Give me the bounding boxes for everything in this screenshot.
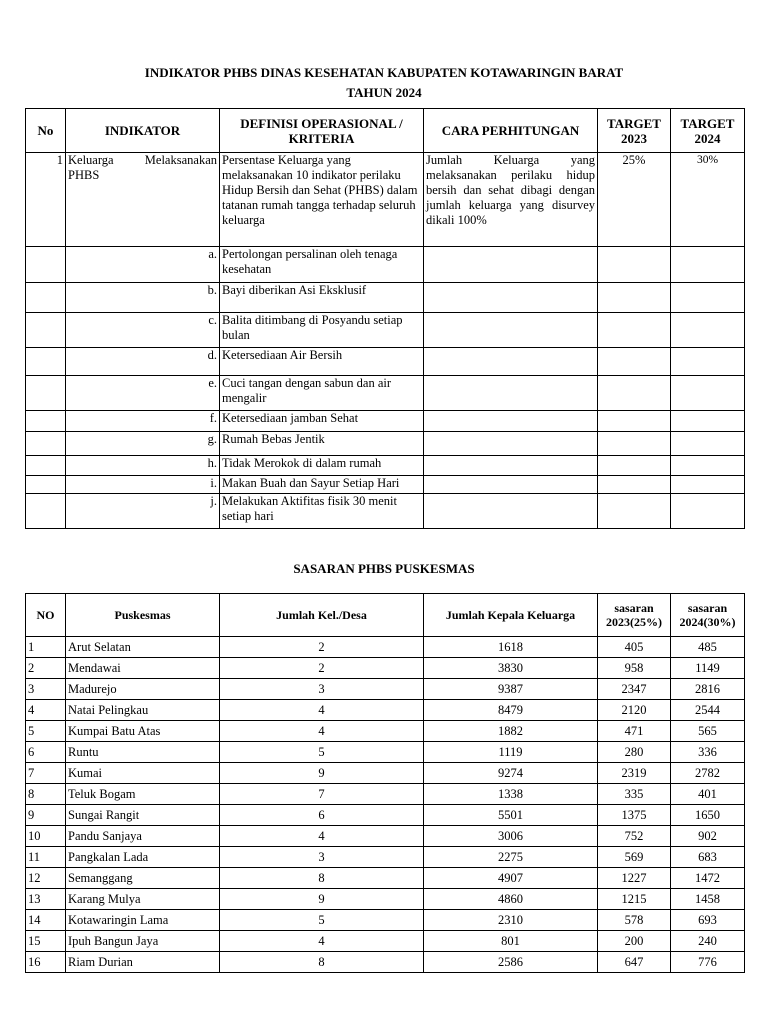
cell-puskesmas: Ipuh Bangun Jaya	[66, 931, 220, 952]
cell-no: 16	[26, 952, 66, 973]
sub-item-letter: c.	[66, 313, 220, 348]
table-row	[26, 889, 745, 910]
cell-no: 9	[26, 805, 66, 826]
cell-sasaran-2024: 683	[671, 847, 745, 868]
cell-sasaran-2024: 1458	[671, 889, 745, 910]
sub-item-text: Ketersediaan jamban Sehat	[220, 411, 424, 432]
cell-jumlah-kk: 3830	[424, 658, 598, 679]
cell-sasaran-2023: 578	[598, 910, 671, 931]
sub-item-letter: j.	[66, 494, 220, 529]
cell-no: 10	[26, 826, 66, 847]
header-jumlah-kk: Jumlah Kepala Keluarga	[424, 594, 598, 637]
cell-no: 4	[26, 700, 66, 721]
sub-item-row	[26, 456, 745, 476]
cell-jumlah-kk: 2275	[424, 847, 598, 868]
cell-jumlah-kel: 4	[220, 700, 424, 721]
header-definisi: DEFINISI OPERASIONAL / KRITERIA	[220, 109, 424, 153]
target-2024-value: 30%	[671, 153, 745, 247]
cell-sasaran-2024: 565	[671, 721, 745, 742]
header-sasaran-2023: sasaran 2023(25%)	[598, 594, 671, 637]
sub-item-row	[26, 313, 745, 348]
cell-jumlah-kk: 1338	[424, 784, 598, 805]
cell-sasaran-2023: 471	[598, 721, 671, 742]
cell-sasaran-2023: 2120	[598, 700, 671, 721]
cara-text: Jumlah Keluarga yang melaksanakan perilaku hidup bersih dan sehat dibagi dengan jumlah keluarga yang disurvey dikali 100%	[424, 153, 598, 247]
indicator-table	[25, 108, 745, 529]
cell-jumlah-kk: 4907	[424, 868, 598, 889]
cell-puskesmas: Kumai	[66, 763, 220, 784]
cell-sasaran-2024: 1149	[671, 658, 745, 679]
cell-puskesmas: Arut Selatan	[66, 637, 220, 658]
cell-jumlah-kel: 4	[220, 826, 424, 847]
cell-no: 2	[26, 658, 66, 679]
header-no: NO	[26, 594, 66, 637]
header-puskesmas: Puskesmas	[66, 594, 220, 637]
sub-item-text: Ketersediaan Air Bersih	[220, 348, 424, 376]
cell-no: 12	[26, 868, 66, 889]
sub-item-letter: e.	[66, 376, 220, 411]
sub-item-row	[26, 283, 745, 313]
sub-item-row	[26, 494, 745, 529]
cell-no: 14	[26, 910, 66, 931]
sub-item-row	[26, 411, 745, 432]
cell-puskesmas: Mendawai	[66, 658, 220, 679]
sub-item-row	[26, 348, 745, 376]
cell-jumlah-kel: 9	[220, 763, 424, 784]
cell-sasaran-2024: 240	[671, 931, 745, 952]
cell-puskesmas: Runtu	[66, 742, 220, 763]
cell-sasaran-2023: 405	[598, 637, 671, 658]
sub-item-letter: b.	[66, 283, 220, 313]
cell-sasaran-2023: 1215	[598, 889, 671, 910]
indicator-main-row	[26, 153, 745, 247]
cell-jumlah-kel: 6	[220, 805, 424, 826]
cell-jumlah-kel: 3	[220, 847, 424, 868]
table-row	[26, 805, 745, 826]
header-target-2023: TARGET 2023	[598, 109, 671, 153]
sasaran-title: SASARAN PHBS PUSKESMAS	[293, 561, 475, 576]
cell-puskesmas: Karang Mulya	[66, 889, 220, 910]
cell-no: 7	[26, 763, 66, 784]
cell-sasaran-2023: 1375	[598, 805, 671, 826]
sasaran-body	[26, 637, 745, 973]
table-row	[26, 784, 745, 805]
cell-puskesmas: Kumpai Batu Atas	[66, 721, 220, 742]
sub-item-text: Rumah Bebas Jentik	[220, 432, 424, 456]
sub-item-text: Bayi diberikan Asi Eksklusif	[220, 283, 424, 313]
cell-jumlah-kk: 801	[424, 931, 598, 952]
table-row	[26, 700, 745, 721]
sub-item-letter: g.	[66, 432, 220, 456]
sub-item-text: Makan Buah dan Sayur Setiap Hari	[220, 476, 424, 494]
cell-sasaran-2024: 2782	[671, 763, 745, 784]
cell-no: 3	[26, 679, 66, 700]
target-2023-value: 25%	[598, 153, 671, 247]
table-row	[26, 763, 745, 784]
cell-jumlah-kel: 3	[220, 679, 424, 700]
cell-jumlah-kk: 2310	[424, 910, 598, 931]
cell-puskesmas: Sungai Rangit	[66, 805, 220, 826]
cell-puskesmas: Teluk Bogam	[66, 784, 220, 805]
cell-sasaran-2023: 2347	[598, 679, 671, 700]
cell-sasaran-2024: 401	[671, 784, 745, 805]
cell-sasaran-2023: 335	[598, 784, 671, 805]
sub-item-text: Cuci tangan dengan sabun dan air mengalir	[220, 376, 424, 411]
table-row	[26, 637, 745, 658]
table-row	[26, 931, 745, 952]
cell-no: 8	[26, 784, 66, 805]
cell-jumlah-kk: 1119	[424, 742, 598, 763]
indikator-name: Keluarga Melaksanakan PHBS	[66, 153, 220, 247]
table-row	[26, 910, 745, 931]
table-row	[26, 679, 745, 700]
sub-item-text: Balita ditimbang di Posyandu setiap bulan	[220, 313, 424, 348]
sub-item-row	[26, 476, 745, 494]
sub-item-text: Tidak Merokok di dalam rumah	[220, 456, 424, 476]
cell-jumlah-kk: 8479	[424, 700, 598, 721]
cell-sasaran-2024: 693	[671, 910, 745, 931]
cell-sasaran-2024: 1650	[671, 805, 745, 826]
cell-jumlah-kel: 9	[220, 889, 424, 910]
document-year: TAHUN 2024	[346, 85, 422, 100]
sub-item-letter: f.	[66, 411, 220, 432]
cell-no: 11	[26, 847, 66, 868]
cell-puskesmas: Semanggang	[66, 868, 220, 889]
cell-jumlah-kel: 2	[220, 637, 424, 658]
cell-jumlah-kk: 9274	[424, 763, 598, 784]
header-no: No	[26, 109, 66, 153]
row-number: 1	[26, 153, 66, 247]
cell-puskesmas: Kotawaringin Lama	[66, 910, 220, 931]
sub-item-row	[26, 376, 745, 411]
table-row	[26, 826, 745, 847]
sub-item-letter: d.	[66, 348, 220, 376]
cell-sasaran-2023: 569	[598, 847, 671, 868]
header-target-2024: TARGET 2024	[671, 109, 745, 153]
cell-jumlah-kk: 9387	[424, 679, 598, 700]
cell-sasaran-2024: 2544	[671, 700, 745, 721]
cell-sasaran-2024: 336	[671, 742, 745, 763]
table-row	[26, 847, 745, 868]
cell-sasaran-2023: 2319	[598, 763, 671, 784]
cell-sasaran-2024: 776	[671, 952, 745, 973]
sub-item-row	[26, 247, 745, 283]
sub-item-letter: h.	[66, 456, 220, 476]
table-row	[26, 721, 745, 742]
cell-jumlah-kel: 7	[220, 784, 424, 805]
cell-jumlah-kel: 5	[220, 910, 424, 931]
cell-puskesmas: Riam Durian	[66, 952, 220, 973]
sasaran-header-row	[26, 594, 745, 637]
cell-jumlah-kel: 8	[220, 952, 424, 973]
cell-jumlah-kk: 1882	[424, 721, 598, 742]
cell-puskesmas: Natai Pelingkau	[66, 700, 220, 721]
cell-sasaran-2024: 2816	[671, 679, 745, 700]
cell-jumlah-kel: 5	[220, 742, 424, 763]
cell-sasaran-2023: 280	[598, 742, 671, 763]
header-cara: CARA PERHITUNGAN	[424, 109, 598, 153]
cell-sasaran-2023: 752	[598, 826, 671, 847]
cell-jumlah-kel: 4	[220, 931, 424, 952]
cell-jumlah-kk: 1618	[424, 637, 598, 658]
cell-jumlah-kel: 4	[220, 721, 424, 742]
cell-sasaran-2024: 485	[671, 637, 745, 658]
table-row	[26, 658, 745, 679]
table-row	[26, 868, 745, 889]
sub-item-text: Melakukan Aktifitas fisik 30 menit setiap hari	[220, 494, 424, 529]
cell-no: 6	[26, 742, 66, 763]
cell-jumlah-kel: 8	[220, 868, 424, 889]
definisi-text: Persentase Keluarga yang melaksanakan 10 indikator perilaku Hidup Bersih dan Sehat (PHBS) dalam tatanan rumah tangga terhadap seluruh keluarga	[220, 153, 424, 247]
table-row	[26, 742, 745, 763]
cell-sasaran-2023: 1227	[598, 868, 671, 889]
cell-no: 13	[26, 889, 66, 910]
sub-item-letter: i.	[66, 476, 220, 494]
sub-item-row	[26, 432, 745, 456]
table-row	[26, 952, 745, 973]
cell-puskesmas: Pandu Sanjaya	[66, 826, 220, 847]
cell-no: 15	[26, 931, 66, 952]
cell-puskesmas: Pangkalan Lada	[66, 847, 220, 868]
cell-puskesmas: Madurejo	[66, 679, 220, 700]
cell-jumlah-kk: 4860	[424, 889, 598, 910]
sasaran-table	[25, 593, 745, 973]
cell-sasaran-2023: 958	[598, 658, 671, 679]
sub-item-text: Pertolongan persalinan oleh tenaga kesehatan	[220, 247, 424, 283]
cell-sasaran-2023: 200	[598, 931, 671, 952]
cell-sasaran-2023: 647	[598, 952, 671, 973]
cell-no: 5	[26, 721, 66, 742]
cell-jumlah-kk: 5501	[424, 805, 598, 826]
cell-no: 1	[26, 637, 66, 658]
sub-item-letter: a.	[66, 247, 220, 283]
cell-sasaran-2024: 1472	[671, 868, 745, 889]
cell-sasaran-2024: 902	[671, 826, 745, 847]
header-indikator: INDIKATOR	[66, 109, 220, 153]
header-jumlah-kel: Jumlah Kel./Desa	[220, 594, 424, 637]
cell-jumlah-kk: 2586	[424, 952, 598, 973]
indicator-header-row	[26, 109, 745, 153]
cell-jumlah-kk: 3006	[424, 826, 598, 847]
document-title: INDIKATOR PHBS DINAS KESEHATAN KABUPATEN KOTAWARINGIN BARAT	[144, 65, 624, 80]
cell-jumlah-kel: 2	[220, 658, 424, 679]
header-sasaran-2024: sasaran 2024(30%)	[671, 594, 745, 637]
